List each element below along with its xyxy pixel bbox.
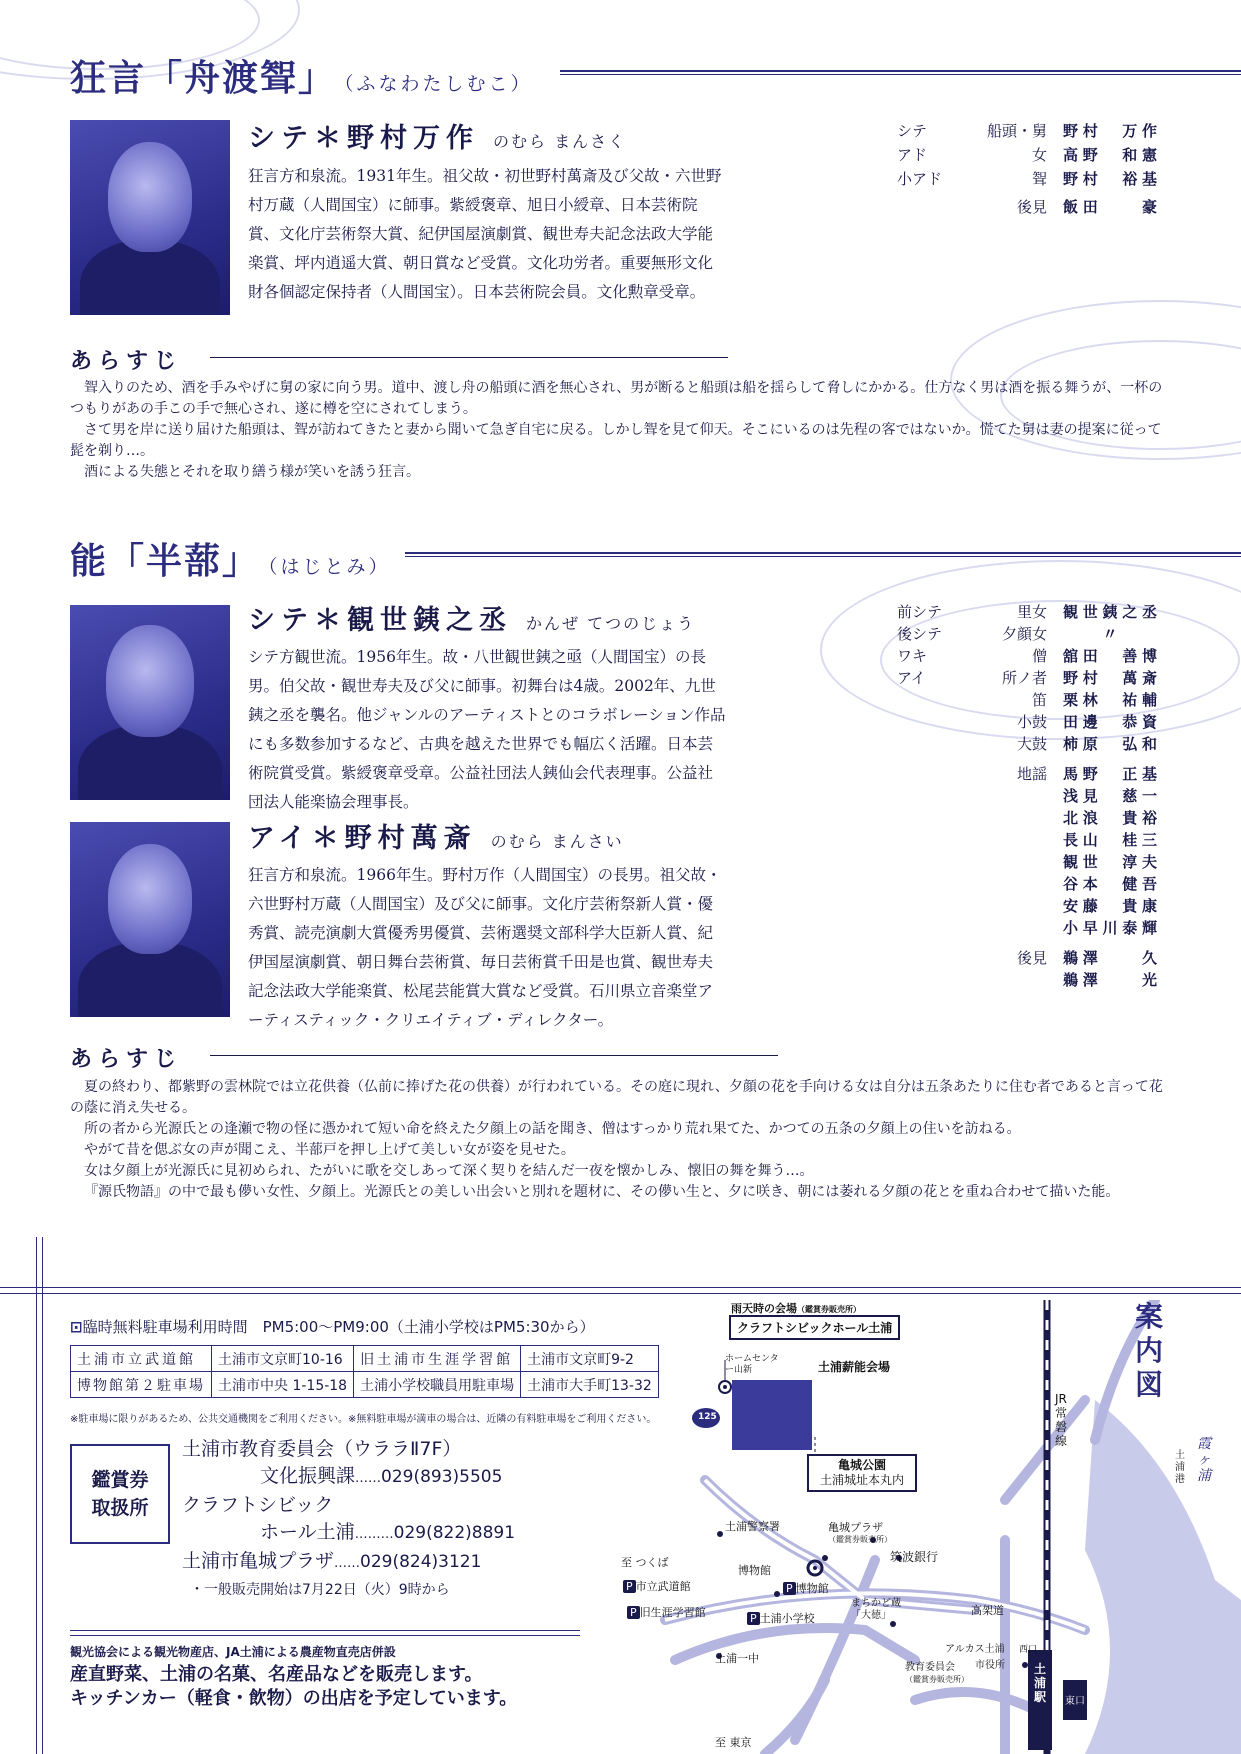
city-hall-label: 市役所 — [975, 1660, 1005, 1671]
kyogen-title: 狂言「舟渡聟」 （ふなわたしむこ） — [70, 57, 533, 99]
divider — [70, 1630, 580, 1631]
museum-lot-label: 博物館 — [738, 1564, 771, 1577]
kanze-tetsunojo-photo — [70, 605, 230, 800]
parking-lot-name: 土浦市立武道館 — [71, 1346, 212, 1372]
cast-actor: 野村 万作 — [1063, 122, 1157, 140]
cast-role: シテ — [897, 122, 928, 140]
ticket-outlet-dept: 文化振興課……029(893)5505 — [260, 1465, 503, 1487]
cast-actor: 馬野 正基 — [1063, 765, 1157, 783]
junior-high-label: 土浦一中 — [715, 1652, 759, 1665]
cast-part: 後見 — [1016, 198, 1047, 216]
parking-note: ※駐車場に限りがあるため、公共交通機関をご利用ください。※無料駐車場が満車の場合は、近隣の有料駐車場をご利用ください。 — [70, 1414, 657, 1425]
cast-part: 後見 — [1016, 949, 1047, 967]
ticket-release-date: ・一般販売開始は7月22日（火）9時から — [190, 1582, 450, 1598]
cast-part: 女 — [1031, 146, 1047, 164]
cast-actor: 鵜澤 久 — [1063, 949, 1157, 967]
cast-role: 小アド — [897, 170, 943, 188]
cast-part: 笛 — [1031, 691, 1047, 709]
kyogen-performer-name: シテ＊野村万作 のむら まんさく — [248, 123, 627, 154]
noh-performer1-name: シテ＊観世銕之丞 かんぜ てつのじょう — [248, 605, 696, 636]
arcus-label: アルカス土浦 — [945, 1644, 1005, 1655]
frame-rule — [0, 1293, 1241, 1294]
board-label: 教育委員会 （鑑賞券販売所） — [905, 1662, 969, 1684]
cast-row — [897, 733, 1167, 755]
heading-rule — [210, 1055, 778, 1056]
parking-table — [70, 1345, 659, 1398]
table-row — [71, 1372, 659, 1398]
cast-actor: 野村 萬斎 — [1063, 669, 1157, 687]
market-line: 観光協会による観光物産店、JA土浦による農産物直売店併設 — [70, 1645, 396, 1659]
noh-performer2-name: アイ＊野村萬斎 のむら まんさい — [248, 823, 624, 854]
parking-lot-address: 土浦市大手町13-32 — [521, 1372, 659, 1398]
noh-performer2-bio: 狂言方和泉流。1966年生。野村万作（人間国宝）の長男。祖父故・六世野村万蔵（人間国宝）及び父に師事。文化庁芸術祭新人賞・優秀賞、読売演劇大賞優秀男優賞、芸術選奨文部科学大臣新人賞、紀伊国屋演劇賞、朝日舞台芸術賞、毎日芸術賞千田是也賞、観世寿夫記念法政大学能楽賞、松尾芸能賞大賞など受賞。石川県立音楽堂アーティスティック・クリエイティブ・ディレクター。 — [248, 866, 722, 1029]
ticket-outlets-label: 鑑賞券 取扱所 — [70, 1444, 170, 1544]
cast-actor: 飯田 豪 — [1063, 198, 1157, 216]
museum-label: P 博物館 — [783, 1580, 829, 1596]
bank-label: 筑波銀行 — [890, 1550, 939, 1564]
parking-lot-name: 博物館第２駐車場 — [71, 1372, 212, 1398]
noh-performer1-bio: シテ方観世流。1956年生。故・八世観世銕之亟（人間国宝）の長男。伯父故・観世寿夫及び父に師事。初舞台は4歳。2002年、九世銕之丞を襲名。他ジャンルのアーティストとのコラボレーション作品にも多数参加するなど、古典を越えた世界でも幅広く活躍。日本芸術院賞受賞。紫綬褒章受章。公益社団法人銕仙会代表理事。公益社団法人能楽協会理事長。 — [248, 648, 726, 811]
port-label: 土浦港 — [1175, 1450, 1185, 1485]
cast-row — [897, 120, 1167, 144]
cast-part: 地謡 — [1016, 765, 1047, 783]
divider — [70, 1635, 580, 1636]
east-exit-label: 東口 — [1065, 1696, 1085, 1707]
jr-line-label: JR常磐線 — [1055, 1392, 1068, 1448]
title-rule — [405, 552, 1241, 557]
ticket-outlet-org: クラフトシビック — [182, 1494, 334, 1516]
cast-row — [897, 168, 1167, 192]
parking-lot-address: 土浦市中央 1-15-18 — [212, 1372, 354, 1398]
cast-row — [897, 623, 1167, 645]
ticket-outlets — [182, 1436, 515, 1604]
cast-row — [897, 851, 1167, 873]
nomura-mansai-photo — [70, 822, 230, 1017]
cast-actor: 谷本 健吾 — [1063, 875, 1157, 893]
cast-row — [897, 829, 1167, 851]
cast-part: 聟 — [1031, 170, 1047, 188]
cast-row — [897, 667, 1167, 689]
cast-part: 夕顔女 — [1001, 625, 1047, 643]
parking-lot-name: 旧土浦市生涯学習館 — [354, 1346, 521, 1372]
cast-actor: 浅見 慈一 — [1063, 787, 1157, 805]
cast-actor: 舘田 善博 — [1063, 647, 1157, 665]
market-line: キッチンカー（軽食・飲物）の出店を予定しています。 — [70, 1688, 518, 1709]
park-label: 亀城公園 土浦城址本丸内 — [807, 1454, 917, 1492]
cast-actor: 小早川泰輝 — [1063, 919, 1157, 937]
cast-actor: 柿原 弘和 — [1063, 735, 1157, 753]
cast-row — [897, 895, 1167, 917]
budokan-label: P 市立武道館 — [623, 1578, 691, 1594]
parking-lot-name: 土浦小学校職員用駐車場 — [354, 1372, 521, 1398]
cast-role: 後シテ — [897, 625, 943, 643]
kyogen-performer-bio: 狂言方和泉流。1931年生。祖父故・初世野村萬斎及び父故・六世野村万蔵（人間国宝）に師事。紫綬褒章、旭日小綬章、日本芸術院賞、文化庁芸術祭大賞、紀伊国屋演劇賞、観世寿夫記念法政大学能楽賞、坪内逍遥大賞、朝日賞など受賞。文化功労者。重要無形文化財各個認定保持者（人間国宝）。日本芸術院会員。文化勲章受章。 — [248, 167, 722, 301]
old-learning-center-label: P 旧生涯学習館 — [627, 1604, 706, 1620]
station-label: 土浦駅 — [1034, 1662, 1047, 1704]
kyogen-cast — [897, 120, 1167, 230]
noh-title: 能「半蔀」 （はじとみ） — [70, 540, 391, 582]
table-row — [71, 1346, 659, 1372]
noh-synopsis: 夏の終わり、都紫野の雲林院では立花供養（仏前に捧げた花の供養）が行われている。その庭に現れ、夕顔の花を手向ける女は自分は五条あたりに住む者であると言って花の蔭に消え失せる。 所の者から光源氏との逢瀬で物の怪に憑かれて短い命を終えた夕顔上の話を聞き、僧はすっかり荒れ果てた、かつての五条の夕顔上の住いを訪ねる。 やがて昔を偲ぶ女の声が聞こえ、半蔀戸を押し上げて美しい女が姿を見せた。 女は夕顔上が光源氏に見初められ、たがいに歌を交しあって深く契りを結んだ一夜を懐かしみ、懐旧の舞を舞う…。 『源氏物語』の中で最も儚い女性、夕顔上。光源氏との美しい出会いと別れを題材に、その儚い生と、夕に咲き、朝には萎れる夕顔の花とを重ね合わせて描いた能。 — [70, 1079, 1163, 1200]
ticket-outlet-org: ホール土浦………029(822)8891 — [260, 1521, 516, 1543]
market-info — [70, 1643, 517, 1711]
frame-rule — [0, 1287, 1241, 1288]
venue-label: 土浦薪能会場 — [818, 1360, 891, 1374]
cast-row — [897, 785, 1167, 807]
cast-row — [897, 969, 1167, 991]
cast-part: 小鼓 — [1016, 713, 1047, 731]
kyogen-synopsis: 聟入りのため、酒を手みやげに舅の家に向う男。道中、渡し舟の船頭に酒を無心され、男が断ると船頭は船を揺らして脅しにかかる。仕方なく男は酒を振る舞うが、一杯のつもりがあの手この手で無心され、遂に樽を空にされてしまう。 さて男を岸に送り届けた船頭は、聟が訪ねてきたと妻から聞いて急ぎ自宅に戻る。しかし聟を見て仰天。そこにいるのは先程の客ではないか。慌てた舅は妻の提案に従って髭を剃り…。 酒による失態とそれを取り繕う様が笑いを誘う狂言。 — [70, 380, 1163, 480]
to-tokyo-label: 至 東京 — [715, 1736, 752, 1749]
parking-lot-address: 土浦市文京町9-2 — [521, 1346, 659, 1372]
home-center-label: ホームセンター山新 — [725, 1354, 779, 1375]
cast-actor: 鵜澤 光 — [1063, 971, 1157, 989]
cast-role: 前シテ — [897, 603, 943, 621]
cast-actor: 〃 — [1102, 625, 1118, 643]
title-rule — [560, 70, 1241, 75]
ticket-outlet-org: 土浦市亀城プラザ……029(824)3121 — [182, 1550, 482, 1572]
parking-heading: ⊡臨時無料駐車場利用時間 PM5:00〜PM9:00（土浦小学校はPM5:30から） — [70, 1318, 595, 1336]
heading-rule — [210, 357, 728, 358]
cast-actor: 田邊 恭資 — [1063, 713, 1157, 731]
school-label: P 土浦小学校 — [747, 1610, 815, 1626]
noh-synopsis-heading: あらすじ — [70, 1046, 183, 1072]
machikado-label: まちかど蔵「大徳」 — [851, 1598, 901, 1621]
police-label: 土浦警察署 — [725, 1520, 780, 1533]
parking-lot-address: 土浦市文京町10-16 — [212, 1346, 354, 1372]
cast-row — [897, 711, 1167, 733]
cast-part: 里女 — [1016, 603, 1047, 621]
cast-role: アド — [897, 146, 928, 164]
cast-actor: 野村 裕基 — [1063, 170, 1157, 188]
cast-actor: 長山 桂三 — [1063, 831, 1157, 849]
cast-part: 所ノ者 — [1001, 669, 1047, 687]
cast-row — [897, 873, 1167, 895]
cast-role: アイ — [897, 669, 926, 687]
noh-cast — [897, 601, 1167, 1021]
nomura-mansaku-photo — [70, 120, 230, 315]
access-map — [615, 1300, 1241, 1754]
cast-row — [897, 601, 1167, 623]
cast-part: 船頭・舅 — [986, 122, 1047, 140]
frame-rule — [36, 1237, 37, 1754]
map-title: 案内図 — [1135, 1300, 1164, 1401]
cast-row — [897, 689, 1167, 711]
cast-row — [897, 807, 1167, 829]
cast-actor: 栗林 祐輔 — [1063, 691, 1157, 709]
to-tsukuba-label: 至 つくば — [621, 1556, 669, 1569]
cast-part: 大鼓 — [1016, 735, 1047, 753]
cast-actor: 高野 和憲 — [1063, 146, 1157, 164]
route-number: 125 — [698, 1412, 717, 1422]
cast-row — [897, 917, 1167, 939]
ticket-outlet-org: 土浦市教育委員会（ウララⅡ7F） — [182, 1438, 462, 1460]
kijo-plaza-label: 亀城プラザ （鑑賞券販売所） — [828, 1521, 892, 1544]
cast-actor: 安藤 貴康 — [1063, 897, 1157, 915]
kyogen-synopsis-heading: あらすじ — [70, 348, 183, 374]
rain-venue-name: クラフトシビックホール土浦 — [729, 1315, 900, 1340]
cast-actor: 観世 淳夫 — [1063, 853, 1157, 871]
cast-role: ワキ — [897, 647, 928, 665]
cast-actor: 観世銕之丞 — [1063, 603, 1157, 621]
rain-venue-label: 雨天時の会場（鑑賞券販売所） — [731, 1302, 861, 1315]
cast-row — [897, 947, 1167, 969]
cast-part: 僧 — [1031, 647, 1047, 665]
west-exit-label: 西口 — [1019, 1645, 1038, 1655]
lake-label: 霞ヶ浦 — [1197, 1436, 1211, 1484]
highway-label: 高架道 — [971, 1604, 1004, 1617]
market-line: 産直野菜、土浦の名菓、名産品などを販売します。 — [70, 1664, 483, 1685]
cast-row — [897, 763, 1167, 785]
cast-row — [897, 196, 1167, 220]
venue-sign: 薪能 — [901, 1387, 920, 1397]
cast-actor: 北浪 貴裕 — [1063, 809, 1157, 827]
frame-rule — [42, 1237, 43, 1754]
cast-row — [897, 645, 1167, 667]
cast-row — [897, 144, 1167, 168]
